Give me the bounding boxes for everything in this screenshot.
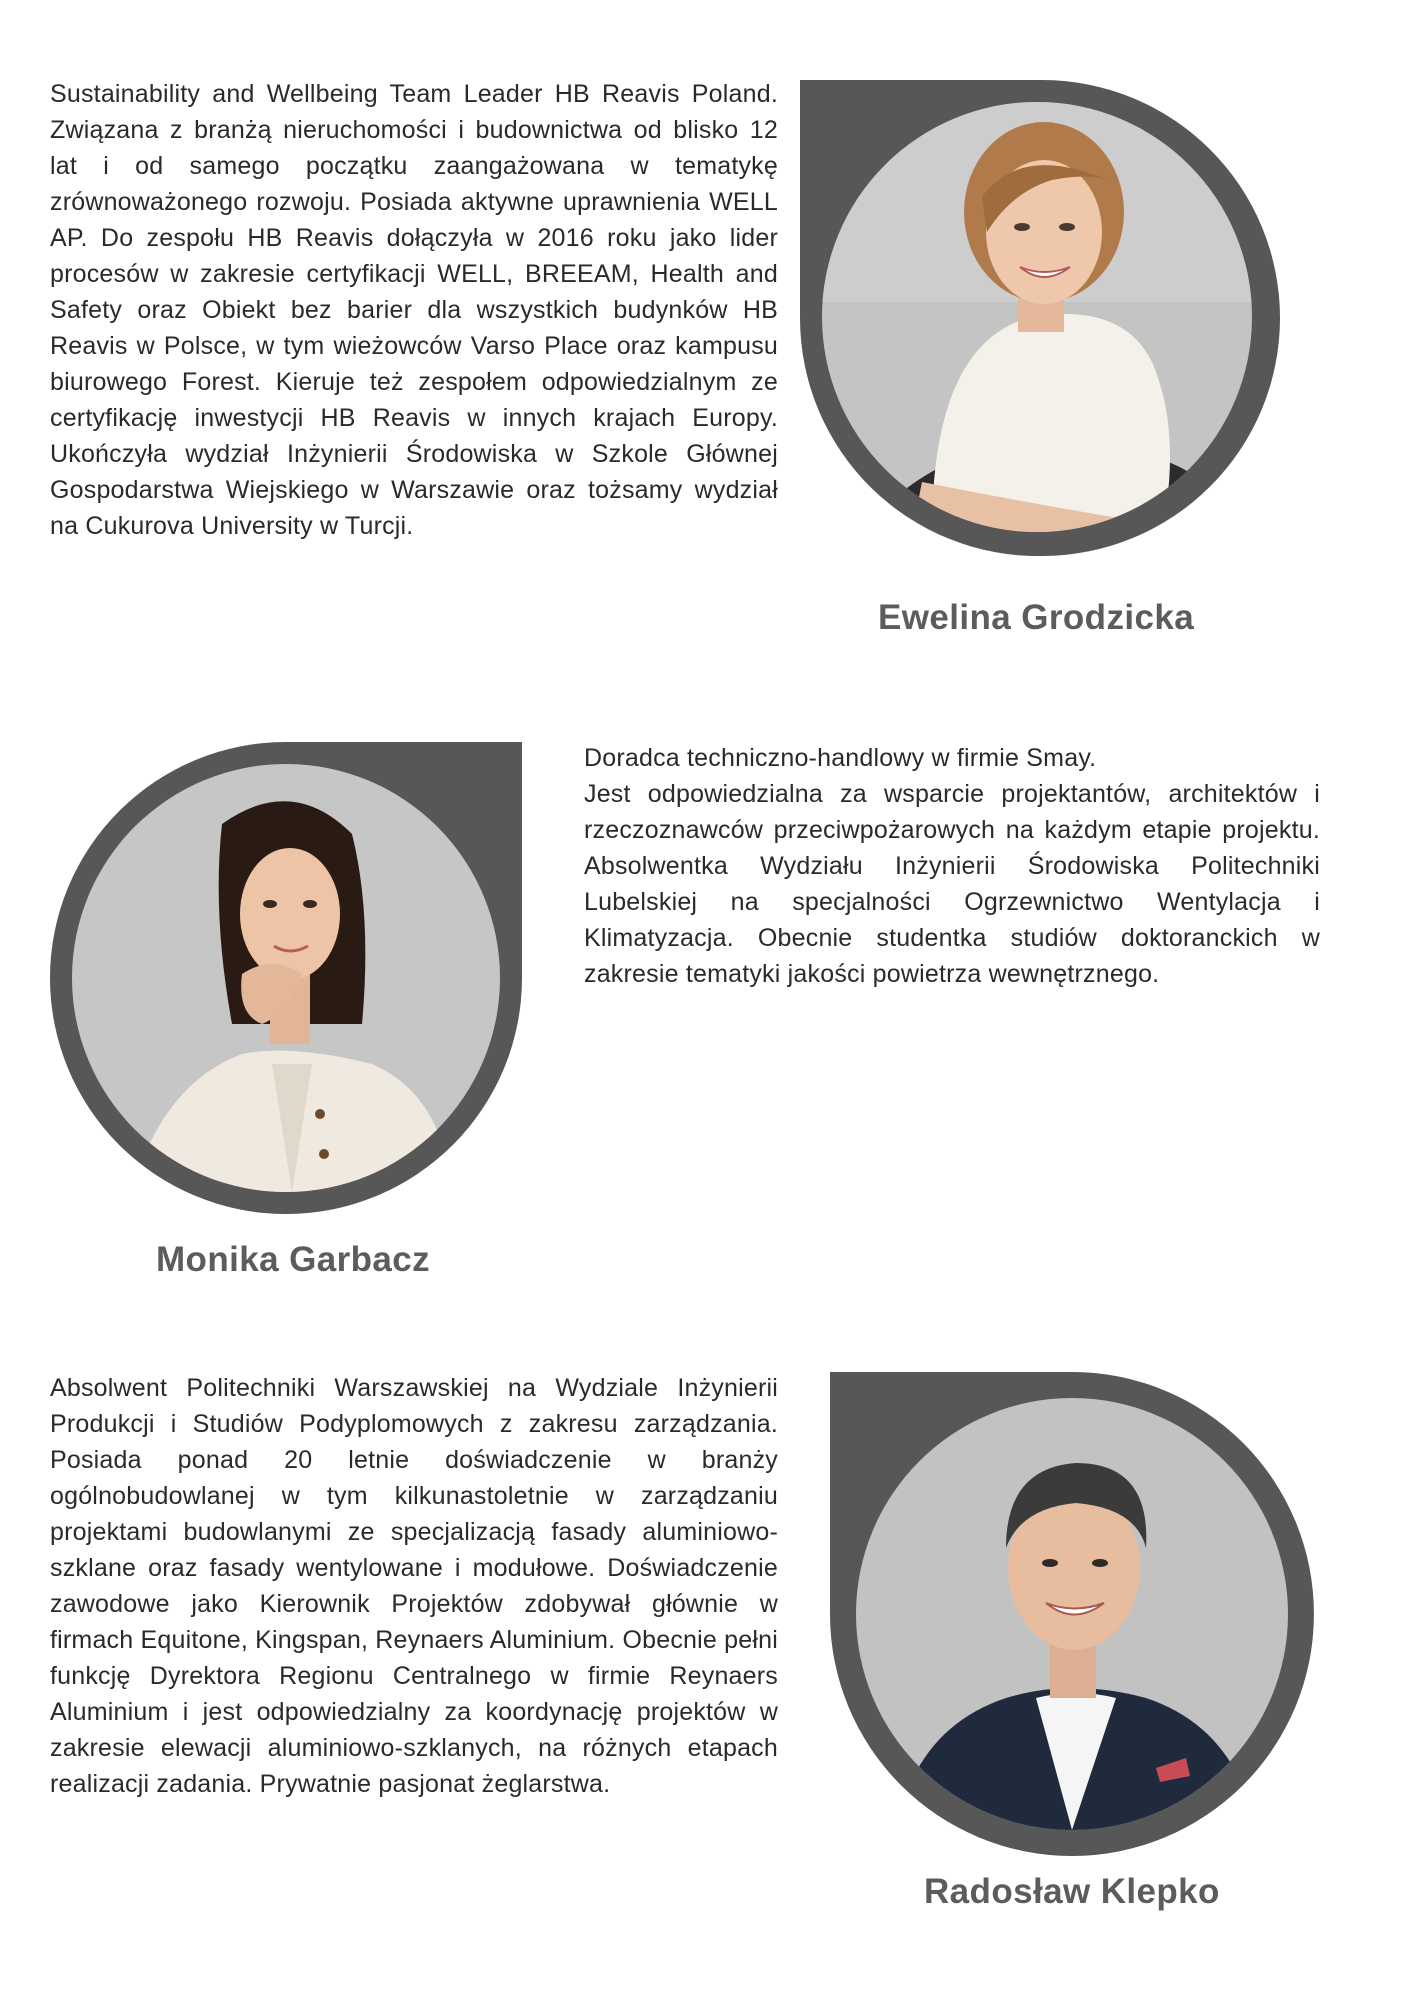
profile-1-photo [822, 102, 1252, 532]
profile-2-bio [584, 740, 1320, 992]
profile-3-photo [856, 1398, 1288, 1830]
profile-3-name: Radosław Klepko [924, 1872, 1220, 1911]
profile-2-photo [72, 764, 500, 1192]
profile-3-bio: Absolwent Politechniki Warszawskiej na Wydziale Inżynierii Produkcji i Studiów Podyplomowych z zakresu zarządzania. Posiada ponad 20 letnie doświadczenie w branży ogólnobudowlanej w tym kilkunastoletnie w zarządzaniu projektami budowlanymi ze specjalizacją fasady aluminiowo-szklane oraz fasady wentylowane i modułowe. Doświadczenie zawodowe jako Kierownik Projektów zdobywał głównie w firmach Equitone, Kingspan, Reynaers Aluminium. Obecnie pełni funkcję Dyrektora Regionu Centralnego w firmie Reynaers Aluminium i jest odpowiedzialny za koordynację projektów w zakresie elewacji aluminiowo-szklanych, na różnych etapach realizacji zadania. Prywatnie pasjonat żeglarstwa. [50, 1374, 778, 1798]
profile-2-bio-body: Jest odpowiedzialna za wsparcie projektantów, architektów i rzeczoznawców przeciwpożarowych na każdym etapie projektu. Absolwentka Wydziału Inżynierii Środowiska Politechniki Lubelskiej na specjalności Ogrzewnictwo Wentylacja i Klimatyzacja. Obecnie studentka studiów doktoranckich w zakresie tematyki jakości powietrza wewnętrznego. [584, 780, 1320, 988]
profile-2-name: Monika Garbacz [156, 1240, 431, 1279]
profile-1-name: Ewelina Grodzicka [878, 598, 1195, 637]
profile-2-bio-intro: Doradca techniczno-handlowy w firmie Smay. [584, 744, 1097, 772]
profile-1-bio: Sustainability and Wellbeing Team Leader HB Reavis Poland. Związana z branżą nieruchomości i budownictwa od blisko 12 lat i od samego początku zaangażowana w tematykę zrównoważonego rozwoju. Posiada aktywne uprawnienia WELL AP. Do zespołu HB Reavis dołączyła w 2016 roku jako lider procesów w zakresie certyfikacji WELL, BREEAM, Health and Safety oraz Obiekt bez barier dla wszystkich budynków HB Reavis w Polsce, w tym wieżowców Varso Place oraz kampusu biurowego Forest. Kieruje też zespołem odpowiedzialnym ze certyfikację inwestycji HB Reavis w innych krajach Europy. Ukończyła wydział Inżynierii Środowiska w Szkole Głównej Gospodarstwa Wiejskiego w Warszawie oraz tożsamy wydział na Cukurova University w Turcji. [50, 80, 778, 540]
